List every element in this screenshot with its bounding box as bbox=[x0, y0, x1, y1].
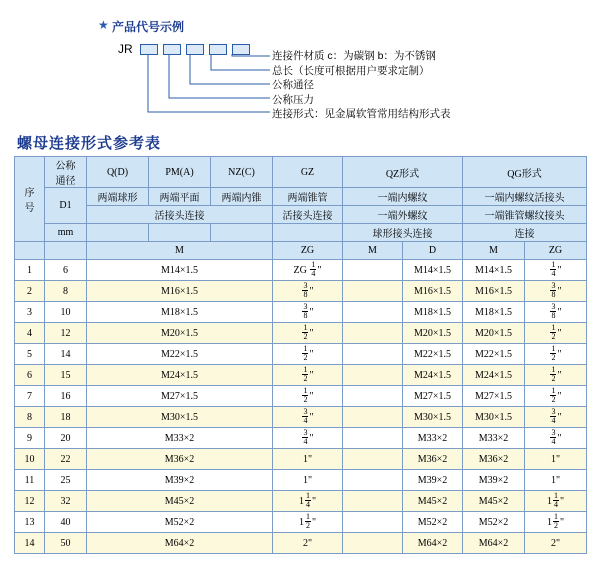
cell-thread-qg-m: M33×2 bbox=[463, 428, 525, 449]
cell-seq: 1 bbox=[15, 260, 45, 281]
cell-thread-qz-d: M52×2 bbox=[403, 512, 463, 533]
cell-seq: 5 bbox=[15, 344, 45, 365]
cell-thread-gz: $\frac{1}{2}$ " bbox=[273, 323, 343, 344]
cell-thread-qz-m bbox=[343, 470, 403, 491]
header-group-nz-code: NZ(C) bbox=[211, 157, 273, 188]
legend-title: 产品代号示例 bbox=[112, 20, 185, 34]
cell-thread-qg-zg: $\frac{3}{8}$ " bbox=[525, 281, 587, 302]
cell-thread-qz-d: M18×1.5 bbox=[403, 302, 463, 323]
table-header-row-connection bbox=[15, 206, 587, 224]
cell-thread-qz-d: M22×1.5 bbox=[403, 344, 463, 365]
cell-thread-gz: 1 $\frac{1}{4}$ " bbox=[273, 491, 343, 512]
cell-seq: 10 bbox=[15, 449, 45, 470]
cell-nominal-diameter: 16 bbox=[45, 386, 87, 407]
cell-thread-gz: $\frac{3}{8}$ " bbox=[273, 281, 343, 302]
cell-thread-qz-m bbox=[343, 260, 403, 281]
legend-item-length: 总长（长度可根据用户要求定制） bbox=[272, 64, 430, 77]
header-group-gz-code: GZ bbox=[273, 157, 343, 188]
cell-thread-qz-m bbox=[343, 323, 403, 344]
cell-thread-qg-zg: $\frac{1}{2}$ " bbox=[525, 323, 587, 344]
table-header-row-codes bbox=[15, 157, 587, 188]
cell-nominal-diameter: 10 bbox=[45, 302, 87, 323]
cell-thread-qg-m: M24×1.5 bbox=[463, 365, 525, 386]
cell-thread-qg-m: M20×1.5 bbox=[463, 323, 525, 344]
cell-nominal-diameter: 14 bbox=[45, 344, 87, 365]
cell-thread-gz: ZG $\frac{1}{4}$ " bbox=[273, 260, 343, 281]
header-sym-seq bbox=[15, 242, 45, 260]
header-conn-qd: 活接头连接 bbox=[87, 206, 273, 224]
table-row bbox=[15, 449, 587, 470]
table-header-row-symbols bbox=[15, 242, 587, 260]
cell-thread-qg-zg: $\frac{1}{2}$ " bbox=[525, 365, 587, 386]
header-group-qz-code: QZ形式 bbox=[343, 157, 463, 188]
table-row bbox=[15, 428, 587, 449]
cell-thread-qz-m bbox=[343, 365, 403, 386]
cell-thread-qz-d: M64×2 bbox=[403, 533, 463, 554]
header-sym-qz-m: M bbox=[343, 242, 403, 260]
cell-thread-qz-m bbox=[343, 281, 403, 302]
table-row bbox=[15, 344, 587, 365]
cell-seq: 2 bbox=[15, 281, 45, 302]
cell-seq: 9 bbox=[15, 428, 45, 449]
header-type-qg: 一端内螺纹活接头 bbox=[463, 188, 587, 206]
header-conn2-qz: 球形接头连接 bbox=[343, 224, 463, 242]
cell-thread-gz: 1" bbox=[273, 449, 343, 470]
header-type-gz: 两端锥管 bbox=[273, 188, 343, 206]
header-seq-line2: 号 bbox=[24, 203, 35, 214]
cell-thread-qz-m bbox=[343, 449, 403, 470]
cell-thread-qd: M24×1.5 bbox=[87, 365, 273, 386]
cell-thread-qd: M45×2 bbox=[87, 491, 273, 512]
cell-thread-qz-d: M33×2 bbox=[403, 428, 463, 449]
star-icon: ★ bbox=[98, 18, 109, 32]
cell-thread-qz-d: M27×1.5 bbox=[403, 386, 463, 407]
cell-thread-qg-m: M64×2 bbox=[463, 533, 525, 554]
cell-thread-qg-zg: $\frac{3}{4}$ " bbox=[525, 407, 587, 428]
cell-thread-qd: M18×1.5 bbox=[87, 302, 273, 323]
product-code-legend bbox=[0, 0, 600, 128]
cell-thread-gz: 1" bbox=[273, 470, 343, 491]
cell-thread-gz: $\frac{1}{2}$ " bbox=[273, 365, 343, 386]
cell-thread-qd: M27×1.5 bbox=[87, 386, 273, 407]
cell-thread-qz-d: M24×1.5 bbox=[403, 365, 463, 386]
cell-thread-qg-zg: 1" bbox=[525, 449, 587, 470]
header-type-pm: 两端平面 bbox=[149, 188, 211, 206]
header-sym-qz-d: D bbox=[403, 242, 463, 260]
cell-thread-qg-zg: 2" bbox=[525, 533, 587, 554]
cell-thread-qz-m bbox=[343, 491, 403, 512]
cell-thread-qd: M52×2 bbox=[87, 512, 273, 533]
cell-seq: 7 bbox=[15, 386, 45, 407]
cell-thread-qz-m bbox=[343, 533, 403, 554]
header-conn-gz: 活接头连接 bbox=[273, 206, 343, 224]
cell-thread-gz: 2" bbox=[273, 533, 343, 554]
legend-item-nominal-pressure: 公称压力 bbox=[272, 93, 314, 106]
header-blank-nz bbox=[211, 224, 273, 242]
cell-thread-qg-m: M45×2 bbox=[463, 491, 525, 512]
cell-thread-qz-d: M16×1.5 bbox=[403, 281, 463, 302]
cell-thread-qz-m bbox=[343, 344, 403, 365]
table-row bbox=[15, 533, 587, 554]
table-row bbox=[15, 386, 587, 407]
header-blank-pm bbox=[149, 224, 211, 242]
table-row bbox=[15, 470, 587, 491]
cell-thread-qg-zg: $\frac{3}{8}$ " bbox=[525, 302, 587, 323]
header-group-qd-code: Q(D) bbox=[87, 157, 149, 188]
table-row bbox=[15, 323, 587, 344]
cell-thread-gz: $\frac{1}{2}$ " bbox=[273, 386, 343, 407]
cell-thread-qg-m: M36×2 bbox=[463, 449, 525, 470]
table-header-row-connection2 bbox=[15, 224, 587, 242]
table-row bbox=[15, 491, 587, 512]
cell-thread-qg-m: M52×2 bbox=[463, 512, 525, 533]
cell-thread-gz: $\frac{3}{4}$ " bbox=[273, 428, 343, 449]
header-conn-qz: 一端外螺纹 bbox=[343, 206, 463, 224]
table-row bbox=[15, 260, 587, 281]
cell-thread-qd: M64×2 bbox=[87, 533, 273, 554]
cell-nominal-diameter: 50 bbox=[45, 533, 87, 554]
cell-thread-qg-zg: 1" bbox=[525, 470, 587, 491]
legend-item-list bbox=[272, 49, 451, 122]
cell-thread-qg-zg: $\frac{3}{4}$ " bbox=[525, 428, 587, 449]
cell-thread-qz-m bbox=[343, 512, 403, 533]
cell-thread-qg-m: M18×1.5 bbox=[463, 302, 525, 323]
product-code-prefix: JR bbox=[118, 42, 133, 56]
cell-thread-gz: $\frac{3}{8}$ " bbox=[273, 302, 343, 323]
table-row bbox=[15, 407, 587, 428]
cell-thread-qg-zg: $\frac{1}{4}$ " bbox=[525, 260, 587, 281]
cell-thread-qg-m: M27×1.5 bbox=[463, 386, 525, 407]
cell-thread-qz-d: M39×2 bbox=[403, 470, 463, 491]
table-row bbox=[15, 512, 587, 533]
header-sym-qg-zg: ZG bbox=[525, 242, 587, 260]
header-dn-line1: 公称 bbox=[55, 161, 76, 172]
header-group-qg-code: QG形式 bbox=[463, 157, 587, 188]
table-row bbox=[15, 365, 587, 386]
cell-thread-qz-d: M30×1.5 bbox=[403, 407, 463, 428]
cell-thread-qg-m: M30×1.5 bbox=[463, 407, 525, 428]
cell-thread-qg-zg: 1 $\frac{1}{2}$ " bbox=[525, 512, 587, 533]
table-row bbox=[15, 281, 587, 302]
header-type-qd: 两端球形 bbox=[87, 188, 149, 206]
cell-thread-qz-m bbox=[343, 407, 403, 428]
header-group-pm-code: PM(A) bbox=[149, 157, 211, 188]
cell-nominal-diameter: 40 bbox=[45, 512, 87, 533]
nut-connection-table bbox=[14, 156, 586, 554]
header-blank-qd bbox=[87, 224, 149, 242]
cell-thread-qz-d: M45×2 bbox=[403, 491, 463, 512]
cell-thread-qz-m bbox=[343, 386, 403, 407]
cell-thread-qd: M20×1.5 bbox=[87, 323, 273, 344]
cell-seq: 4 bbox=[15, 323, 45, 344]
cell-thread-qz-d: M36×2 bbox=[403, 449, 463, 470]
header-dn-line2: 通径 bbox=[55, 176, 76, 187]
legend-item-material: 连接件材质 c：为碳钢 b：为不锈钢 bbox=[272, 50, 436, 62]
cell-seq: 8 bbox=[15, 407, 45, 428]
cell-thread-qg-m: M14×1.5 bbox=[463, 260, 525, 281]
cell-thread-qg-zg: $\frac{1}{2}$ " bbox=[525, 386, 587, 407]
cell-thread-qz-d: M20×1.5 bbox=[403, 323, 463, 344]
cell-nominal-diameter: 15 bbox=[45, 365, 87, 386]
cell-nominal-diameter: 25 bbox=[45, 470, 87, 491]
header-dn-unit: mm bbox=[45, 224, 87, 242]
page-title: 螺母连接形式参考表 bbox=[17, 135, 162, 152]
header-type-qz: 一端内螺纹 bbox=[343, 188, 463, 206]
cell-thread-qz-m bbox=[343, 302, 403, 323]
header-seq-line1: 序 bbox=[24, 188, 35, 199]
cell-thread-qg-m: M16×1.5 bbox=[463, 281, 525, 302]
cell-thread-qd: M36×2 bbox=[87, 449, 273, 470]
cell-thread-qd: M16×1.5 bbox=[87, 281, 273, 302]
cell-thread-qg-m: M22×1.5 bbox=[463, 344, 525, 365]
cell-thread-qz-d: M14×1.5 bbox=[403, 260, 463, 281]
header-sym-qd: M bbox=[87, 242, 273, 260]
cell-nominal-diameter: 20 bbox=[45, 428, 87, 449]
cell-nominal-diameter: 12 bbox=[45, 323, 87, 344]
cell-seq: 3 bbox=[15, 302, 45, 323]
table-row bbox=[15, 302, 587, 323]
cell-thread-gz: $\frac{1}{2}$ " bbox=[273, 344, 343, 365]
cell-thread-qz-m bbox=[343, 428, 403, 449]
cell-nominal-diameter: 32 bbox=[45, 491, 87, 512]
cell-nominal-diameter: 6 bbox=[45, 260, 87, 281]
header-sym-dn bbox=[45, 242, 87, 260]
cell-seq: 13 bbox=[15, 512, 45, 533]
cell-nominal-diameter: 8 bbox=[45, 281, 87, 302]
legend-item-nominal-diameter: 公称通径 bbox=[272, 79, 314, 91]
cell-thread-qg-m: M39×2 bbox=[463, 470, 525, 491]
header-conn-qg: 一端锥管螺纹接头 bbox=[463, 206, 587, 224]
header-seq bbox=[15, 157, 45, 242]
header-conn2-qg: 连接 bbox=[463, 224, 587, 242]
header-sym-qg-m: M bbox=[463, 242, 525, 260]
cell-thread-qd: M14×1.5 bbox=[87, 260, 273, 281]
header-type-nz: 两端内锥 bbox=[211, 188, 273, 206]
table-header-row-types bbox=[15, 188, 587, 206]
cell-seq: 11 bbox=[15, 470, 45, 491]
cell-seq: 14 bbox=[15, 533, 45, 554]
cell-nominal-diameter: 18 bbox=[45, 407, 87, 428]
cell-thread-qd: M30×1.5 bbox=[87, 407, 273, 428]
header-dn bbox=[45, 157, 87, 188]
cell-thread-qg-zg: 1 $\frac{1}{4}$ " bbox=[525, 491, 587, 512]
cell-seq: 6 bbox=[15, 365, 45, 386]
cell-thread-gz: $\frac{3}{4}$ " bbox=[273, 407, 343, 428]
cell-thread-gz: 1 $\frac{1}{2}$ " bbox=[273, 512, 343, 533]
cell-thread-qd: M33×2 bbox=[87, 428, 273, 449]
cell-thread-qd: M22×1.5 bbox=[87, 344, 273, 365]
legend-item-connection-type: 连接形式：见金属软管常用结构形式表 bbox=[272, 108, 451, 120]
header-blank-gz bbox=[273, 224, 343, 242]
header-dn-code: D1 bbox=[45, 188, 87, 224]
cell-thread-qd: M39×2 bbox=[87, 470, 273, 491]
cell-nominal-diameter: 22 bbox=[45, 449, 87, 470]
cell-seq: 12 bbox=[15, 491, 45, 512]
header-sym-gz: ZG bbox=[273, 242, 343, 260]
cell-thread-qg-zg: $\frac{1}{2}$ " bbox=[525, 344, 587, 365]
